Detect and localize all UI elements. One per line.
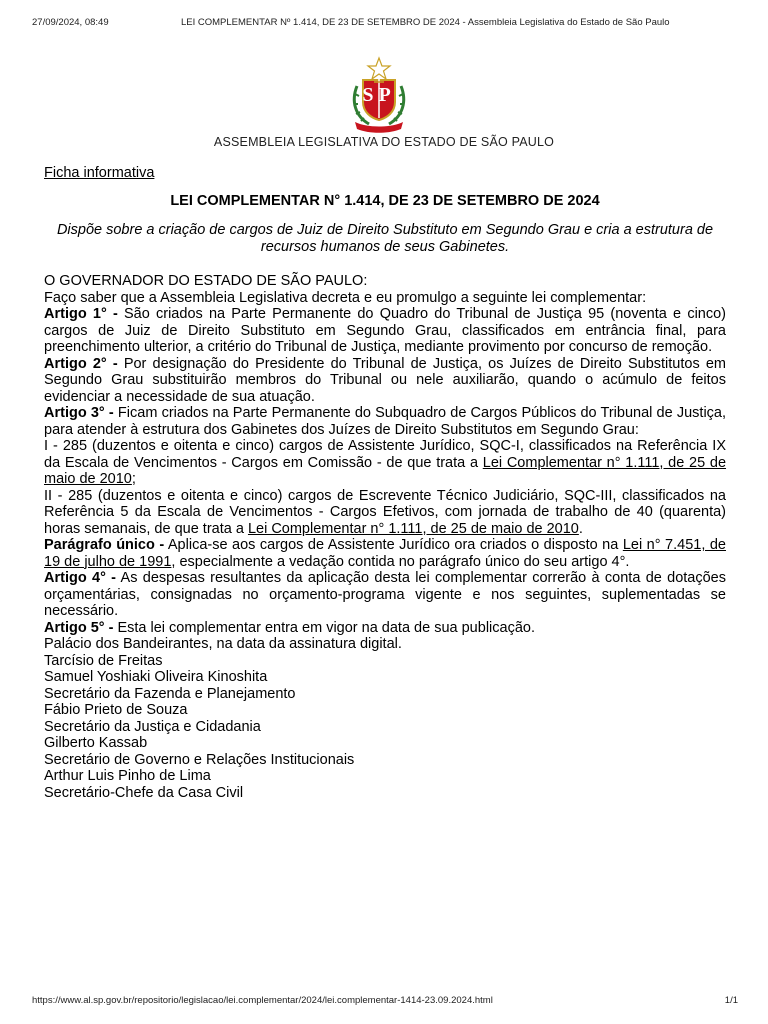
lei-complementar-1111-link-2[interactable]: Lei Complementar n° 1.111, de 25 de maio de 2010: [247, 520, 579, 537]
article-4-text: As despesas resultantes da aplicação desta lei complementar correrão à conta de dotações orçamentárias, consignadas no orçamento-programa vigente e nos seguintes, suplementadas se necessário.: [44, 570, 726, 619]
article-4-label: Artigo 4° -: [44, 570, 117, 586]
article-1: [44, 306, 726, 356]
paragrafo-unico: [44, 537, 726, 570]
article-2: [44, 356, 726, 406]
signature-line: Arthur Luis Pinho de Lima: [44, 768, 211, 784]
signature-line: Secretário de Governo e Relações Institucionais: [44, 751, 355, 768]
print-page-number: 1/1: [724, 995, 738, 1006]
institution-name: ASSEMBLEIA LEGISLATIVA DO ESTADO DE SÃO PAULO: [213, 135, 555, 149]
article-4: [44, 570, 726, 620]
signature-line: Tarcísio de Freitas: [44, 652, 163, 669]
document-body: [44, 165, 726, 801]
inciso-1-end: ;: [131, 471, 136, 487]
article-5-text: Esta lei complementar entra em vigor na data de sua publicação.: [113, 619, 535, 636]
article-2-label: Artigo 2° -: [44, 355, 118, 372]
law-title: LEI COMPLEMENTAR N° 1.414, DE 23 DE SETEMBRO DE 2024: [170, 192, 600, 209]
paragrafo-unico-label: Parágrafo único -: [44, 537, 165, 553]
article-1-text: São criados na Parte Permanente do Quadro do Tribunal de Justiça 95 (noventa e cinco) cargos de Juiz de Direito Substituto em Segundo Grau, classificados em entrância final, para preenchimento ulterior, a critério do Tribunal de Justiça, mediante provimento por concurso de remoção.: [44, 306, 726, 355]
article-5: [44, 620, 726, 637]
crest-monogram: SP: [362, 84, 396, 106]
print-page-title: LEI COMPLEMENTAR Nº 1.414, DE 23 DE SETEMBRO DE 2024 - Assembleia Legislativa do Estado de São Paulo: [181, 17, 670, 28]
governor-heading: O GOVERNADOR DO ESTADO DE SÃO PAULO:: [44, 273, 368, 289]
article-5-label: Artigo 5° -: [44, 619, 114, 636]
article-1-label: Artigo 1° -: [44, 306, 118, 322]
paragrafo-unico-text: Aplica-se aos cargos de Assistente Jurídico ora criados o disposto na: [164, 537, 623, 553]
inciso-1: [44, 438, 726, 488]
lei-7451-link[interactable]: Lei n° 7.451, de 19 de julho de 1991: [44, 537, 726, 570]
lei-complementar-1111-link[interactable]: Lei Complementar n° 1.111, de 25 de maio de 2010: [44, 454, 727, 487]
signature-line: Samuel Yoshiaki Oliveira Kinoshita: [44, 669, 268, 685]
article-3-text: Ficam criados na Parte Permanente do Subquadro de Cargos Públicos do Tribunal de Justiça, para atender à estrutura dos Gabinetes dos Juízes de Direito Substitutos em Segundo Grau:: [44, 405, 727, 438]
print-url: https://www.al.sp.gov.br/repositorio/legislacao/lei.complementar/2024/lei.complementar-1414-23.09.2024.html: [32, 995, 493, 1006]
promulgation-text: Faço saber que a Assembleia Legislativa decreta e eu promulgo a seguinte lei complementar:: [44, 289, 647, 306]
inciso-2-text: II - 285 (duzentos e oitenta e cinco) cargos de Escrevente Técnico Judiciário, SQC-III, classificados na Referência 5 da Escala de Vencimentos - Cargos Efetivos, com jornada de trabalho de 40 (quarenta) horas semanais, de que trata a: [44, 487, 726, 537]
inciso-1-text: I - 285 (duzentos e oitenta e cinco) cargos de Assistente Jurídico, SQC-I, classificados na Referência IX da Escala de Vencimentos - Cargos em Comissão - de que trata a: [44, 438, 726, 471]
signature-line: Secretário da Justiça e Cidadania: [44, 718, 261, 735]
ficha-informativa-link[interactable]: Ficha informativa: [44, 165, 155, 181]
sao-paulo-coat-of-arms-icon: [349, 56, 409, 134]
law-ementa: Dispõe sobre a criação de cargos de Juiz de Direito Substituto em Segundo Grau e cria a estrutura de recursos humanos de seus Gabinetes.: [56, 222, 714, 255]
article-3: [44, 405, 726, 438]
inciso-2: [44, 488, 726, 538]
article-3-label: Artigo 3° -: [44, 405, 114, 421]
signature-line: Fábio Prieto de Souza: [44, 702, 188, 718]
print-date: 27/09/2024, 08:49: [32, 17, 109, 28]
signature-line: Gilberto Kassab: [44, 735, 148, 751]
signature-line: Secretário-Chefe da Casa Civil: [44, 784, 244, 801]
signature-line: Palácio dos Bandeirantes, na data da assinatura digital.: [44, 636, 402, 652]
paragrafo-unico-end: , especialmente a vedação contida no parágrafo único do seu artigo 4°.: [171, 553, 630, 570]
article-2-text: Por designação do Presidente do Tribunal de Justiça, os Juízes de Direito Substitutos em Segundo Grau substituirão membros do Tribunal ou nele auxiliarão, quando o acúmulo de feitos evidenciar a necessidade de sua atuação.: [44, 355, 726, 405]
signature-line: Secretário da Fazenda e Planejamento: [44, 685, 296, 702]
inciso-2-end: .: [578, 520, 583, 537]
